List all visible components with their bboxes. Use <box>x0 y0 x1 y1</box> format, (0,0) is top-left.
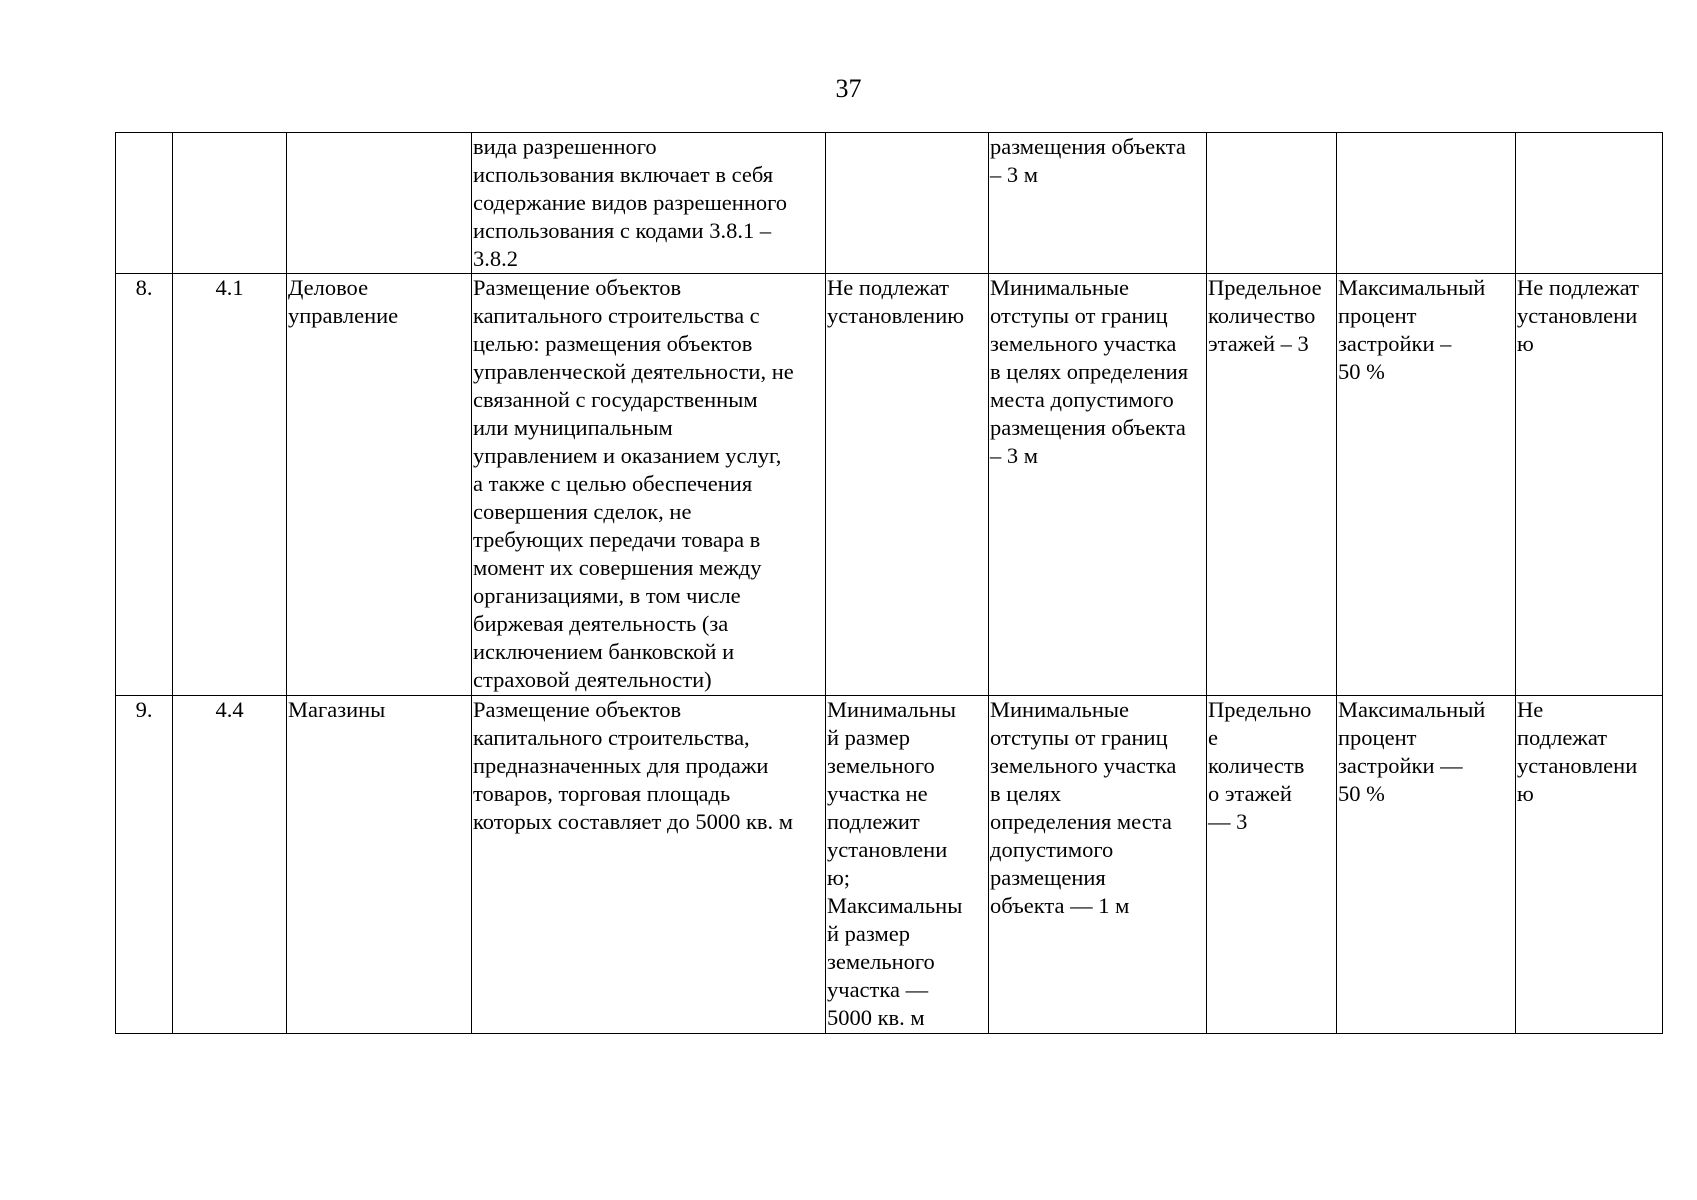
cell-line: количество <box>1208 303 1316 328</box>
cell-line: целью: размещения объектов <box>473 331 753 356</box>
cell-line: Минимальные <box>990 275 1130 300</box>
cell-line: размещения <box>990 865 1106 890</box>
cell-line: Не подлежат <box>827 275 949 300</box>
cell-line: участка не <box>827 781 928 806</box>
cell-line: Максимальны <box>827 893 963 918</box>
zoning-table <box>115 132 1663 1034</box>
cell-line: 50 % <box>1338 781 1385 806</box>
name-cell <box>287 133 472 274</box>
cell-line: Минимальные <box>990 697 1130 722</box>
cell-line: предназначенных для продажи <box>473 753 769 778</box>
cell-line: – 3 м <box>990 443 1038 468</box>
description-cell <box>472 696 826 1034</box>
cell-line: или муниципальным <box>473 415 673 440</box>
cell-line: связанной с государственным <box>473 387 758 412</box>
cell-line: ю <box>1517 781 1534 806</box>
code-cell <box>173 133 287 274</box>
cell-line: ю; <box>827 865 851 890</box>
coverage-cell <box>1337 696 1516 1034</box>
row-number-cell: 8. <box>116 274 173 696</box>
cell-line: которых составляет до 5000 кв. м <box>473 809 793 834</box>
table-row <box>116 696 1663 1034</box>
cell-line: содержание видов разрешенного <box>473 190 788 215</box>
cell-line: отступы от границ <box>990 725 1168 750</box>
table-row <box>116 274 1663 696</box>
row-number-cell: 9. <box>116 696 173 1034</box>
plot-size-cell <box>826 696 989 1034</box>
cell-line: й размер <box>827 725 910 750</box>
cell-line: объекта — 1 м <box>990 893 1130 918</box>
cell-line: места допустимого <box>990 387 1174 412</box>
cell-line: застройки — <box>1338 753 1463 778</box>
name-cell <box>287 274 472 696</box>
code-cell: 4.1 <box>173 274 287 696</box>
cell-line: застройки – <box>1338 331 1452 356</box>
coverage-cell <box>1337 133 1516 274</box>
cell-line: биржевая деятельность (за <box>473 611 729 636</box>
plot-size-cell <box>826 274 989 696</box>
cell-line: установлени <box>1517 753 1638 778</box>
setbacks-cell <box>989 274 1207 696</box>
cell-line: капитального строительства, <box>473 725 750 750</box>
cell-line: а также с целью обеспечения <box>473 471 753 496</box>
page-number: 37 <box>835 74 862 103</box>
cell-line: в целях <box>990 781 1062 806</box>
cell-line: Деловое <box>288 275 369 300</box>
cell-line: в целях определения <box>990 359 1189 384</box>
cell-line: 5000 кв. м <box>827 1005 925 1030</box>
description-cell <box>472 274 826 696</box>
cell-line: Предельно <box>1208 697 1312 722</box>
cell-line: установлени <box>1517 303 1638 328</box>
setbacks-cell <box>989 696 1207 1034</box>
cell-line: товаров, торговая площадь <box>473 781 731 806</box>
cell-line: Минимальны <box>827 697 957 722</box>
setbacks-cell <box>989 133 1207 274</box>
cell-line: отступы от границ <box>990 303 1168 328</box>
cell-line: подлежит <box>827 809 920 834</box>
cell-line: Не <box>1517 697 1544 722</box>
cell-line: процент <box>1338 303 1417 328</box>
cell-line: подлежат <box>1517 725 1608 750</box>
plot-size-cell <box>826 133 989 274</box>
cell-line: Размещение объектов <box>473 697 682 722</box>
cell-line: 50 % <box>1338 359 1385 384</box>
cell-line: количеств <box>1208 753 1305 778</box>
cell-line: размещения объекта <box>990 134 1186 159</box>
cell-line: е <box>1208 725 1218 750</box>
cell-line: установлению <box>827 303 965 328</box>
cell-line: установлени <box>827 837 948 862</box>
cell-line: земельного <box>827 753 935 778</box>
cell-line: — 3 <box>1208 809 1248 834</box>
cell-line: совершения сделок, не <box>473 499 692 524</box>
cell-line: – 3 м <box>990 162 1038 187</box>
cell-line: 3.8.2 <box>473 246 518 271</box>
cell-line: Максимальный <box>1338 697 1486 722</box>
cell-line: организациями, в том числе <box>473 583 741 608</box>
name-cell <box>287 696 472 1034</box>
floors-cell <box>1207 696 1337 1034</box>
cell-line: этажей – 3 <box>1208 331 1309 356</box>
floors-cell <box>1207 274 1337 696</box>
code-cell: 4.4 <box>173 696 287 1034</box>
cell-line: использования с кодами 3.8.1 – <box>473 218 772 243</box>
other-cell <box>1516 696 1663 1034</box>
cell-line: земельного участка <box>990 331 1177 356</box>
description-cell <box>472 133 826 274</box>
cell-line: страховой деятельности) <box>473 667 712 692</box>
cell-line: й размер <box>827 921 910 946</box>
cell-line: определения места <box>990 809 1172 834</box>
cell-line: момент их совершения между <box>473 555 762 580</box>
cell-line: о этажей <box>1208 781 1292 806</box>
cell-line: Не подлежат <box>1517 275 1639 300</box>
cell-line: земельного <box>827 949 935 974</box>
cell-line: ю <box>1517 331 1534 356</box>
other-cell <box>1516 274 1663 696</box>
cell-line: Предельное <box>1208 275 1322 300</box>
cell-line: Размещение объектов <box>473 275 682 300</box>
cell-line: Максимальный <box>1338 275 1486 300</box>
cell-line: управление <box>288 303 399 328</box>
cell-line: процент <box>1338 725 1417 750</box>
cell-line: исключением банковской и <box>473 639 735 664</box>
cell-line: управленческой деятельности, не <box>473 359 794 384</box>
coverage-cell <box>1337 274 1516 696</box>
cell-line: допустимого <box>990 837 1114 862</box>
cell-line: использования включает в себя <box>473 162 774 187</box>
cell-line: участка — <box>827 977 929 1002</box>
cell-line: управлением и оказанием услуг, <box>473 443 782 468</box>
row-number-cell <box>116 133 173 274</box>
cell-line: размещения объекта <box>990 415 1186 440</box>
cell-line: вида разрешенного <box>473 134 657 159</box>
floors-cell <box>1207 133 1337 274</box>
cell-line: требующих передачи товара в <box>473 527 761 552</box>
cell-line: капитального строительства с <box>473 303 760 328</box>
table-row <box>116 133 1663 274</box>
cell-line: Магазины <box>288 697 386 722</box>
other-cell <box>1516 133 1663 274</box>
cell-line: земельного участка <box>990 753 1177 778</box>
